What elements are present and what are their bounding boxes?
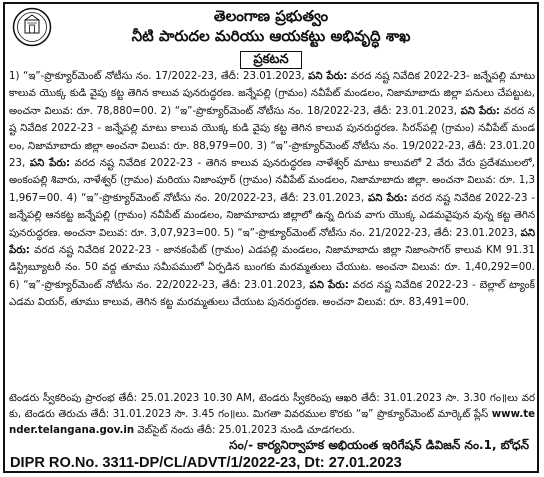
tender-dates: టెండరు స్వీకరింపు ప్రారంభ తేదీ: 25.01.2023 10.30 AM, టెండరు స్వీకరింపు ఆఖరి తేదీ: 31.01.2023 సా. 3.30 గం॥లు వరకు, టెండరు తెరుచు తేదీ: 31.01.2023 సా. 3.45 గం॥లు. మిగతా వివరముల కొరకు “ఇ” ప్రొక్యూర్‌మెంట్ మార్కెట్ ప్లేస్ www.tender.telangana.gov.in వెబ్‌సైట్ నందు తేదీ: 25.01.2023 నుండి చూడగలరు. xyxy=(9,393,535,436)
notice-item: 1) “ఇ”-ప్రొక్యూర్‌మెంట్ నోటీసు నం. 17/2022-23, తేదీ: 23.01.2023, పని పేరు: వరద నష్ట నివేదిక 2022-23- జన్నేపల్లి మాటు కాలువ యొక్క కుడి వైపు కట్ట తెగిన కాలువ పునరుద్ధరణ. జన్నేపల్లి (గ్రామం) నవీపేట్ మండలం, నిజామాబాదు జిల్లా పనులు చేపట్టుట, అంచనా విలువ: రూ. 78,880=00. xyxy=(9,71,535,117)
signature-line: సం/- కార్యనిర్వాహక అభియంత ఇరిగేషన్ డివిజన్ నం.1, బోధన్ xyxy=(229,438,529,452)
notice-item: 2) “ఇ”-ప్రొక్యూర్‌మెంట్ నోటీసు నం. 18/2022-23, తేదీ: 23.01.2023, పని పేరు: వరద నష్ట నివేదిక 2022-23 - జన్నేపల్లి మాటు కాలువ యొక్క కుడి వైపు కట్ట తెగిన కాలువ పునరుద్ధరణ. సిరన్‌పల్లి (గ్రామం) నవీపేట్ మండలం, నిజామాబాదు జిల్లా అంచనా విలువ: రూ. 88,979=00. xyxy=(9,105,535,152)
tender-notice xyxy=(3,2,539,473)
notice-item: 3) “ఇ”-ప్రొక్యూర్‌మెంట్ నోటీసు నం. 19/2022-23, తేదీ: 23.01.2023, పని పేరు: వరద నష్ట నివేదిక 2022-23 - తెగిన కాలువ పునరుద్ధరణ నాళేశ్వర్ మాటు కాలువలో 2 వేరు వేరు ప్రదేశములలో, అంకంపల్లి శివారు, నాళేశ్వర్ (గ్రామం) మరియు నిజాంపూర్ (గ్రామం) నవీపేట్ మండలం, నిజామాబాదు జిల్లా. అంచనా విలువ: రూ. 1,31,967=00. xyxy=(9,140,535,204)
dipr-reference: DIPR RO.No. 3311-DP/CL/ADVT/1/2022-23, Dt: 27.01.2023 xyxy=(10,455,402,471)
announcement-heading-wrap xyxy=(5,48,537,69)
notice-item: 4) “ఇ”-ప్రొక్యూర్‌మెంట్ నోటీసు నం. 20/2022-23, తేదీ: 23.01.2023, పని పేరు: వరద నష్ట నివేదిక 2022-23 - జన్నేపల్లి ఆనకట్ట జన్నేపల్లి (గ్రామం) నవీపేట్ మండలం, నిజామాబాదు జిల్లాలో ఉన్న దిగువ వాగు యొక్క ఎడమవైపున వున్న కట్ట తెగిన పునరుద్ధరణ. అంచనా విలువ: రూ. 3,07,923=00. xyxy=(9,192,535,239)
notice-body xyxy=(9,68,535,388)
announcement-heading: ప్రకటన xyxy=(240,51,301,69)
notice-item: 6) “ఇ”-ప్రొక్యూర్‌మెంట్ నోటీసు నం. 22/2022-23, తేదీ: 23.01.2023, పని పేరు: వరద నష్ట నివేదిక 2022-23 - బెల్లాల్ ట్యాంక్ ఎడమ వియర్, తూము కాలువ, తెగిన కట్ట మరమ్మతులు చేయుట పునరుద్ధరణ. అంచనా విలువ: రూ. 83,491=00. xyxy=(9,279,535,309)
department-title: నీటి పారుదల మరియు ఆయకట్టు అభివృద్ధి శాఖ xyxy=(131,27,411,45)
government-title: తెలంగాణ ప్రభుత్వం xyxy=(213,7,329,25)
tender-website-link[interactable]: www.tender.telangana.gov.in xyxy=(9,409,535,436)
notice-item: 5) “ఇ”-ప్రొక్యూర్‌మెంట్ నోటీసు నం. 21/2022-23, తేదీ: 23.01.2023, పని పేరు: వరద నష్ట నివేదిక 2022-23 - జానకంపేట్ (గ్రామం) ఎడపల్లి మండలం, నిజామాబాదు జిల్లా నిజాంసాగర్ కాలువ KM 91.31 డిస్ట్రిబ్యూటరీ నం. 50 వద్ద తూము సమీపములో ఏర్పడిన బుంగకు మరమ్మతులు చేయుట. అంచనా విలువ: రూ. 1,40,292=00. xyxy=(9,227,535,274)
